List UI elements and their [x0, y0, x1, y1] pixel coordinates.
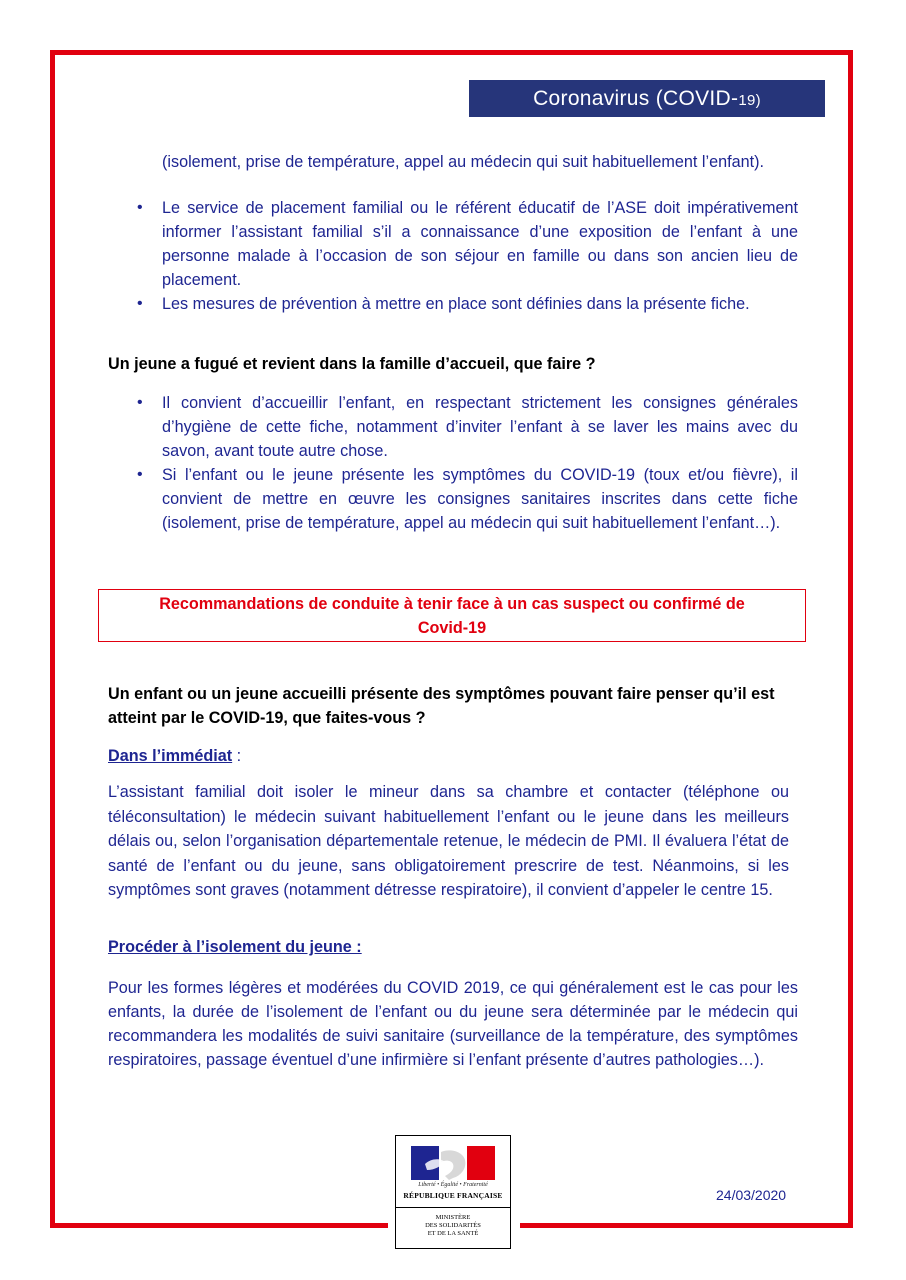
bullet-icon: • — [137, 199, 143, 216]
logo-republic: RÉPUBLIQUE FRANÇAISE — [403, 1191, 503, 1200]
immediate-colon: : — [232, 747, 242, 765]
recommendations-line2: Covid-19 — [417, 619, 487, 637]
logo-divider — [396, 1207, 510, 1208]
bullet-text: Si l’enfant ou le jeune présente les symptômes du COVID-19 (toux et/ou fièvre), il convient de mettre en œuvre les consignes sanitaires inscrites dans cette fiche (isolement, prise de température, appel au médecin qui suit habituellement l’enfant…). — [162, 466, 798, 532]
isolation-text: Pour les formes légères et modérées du COVID 2019, ce qui généralement est le cas pour les enfants, la durée de l’isolement de l’enfant ou du jeune sera déterminée par le médecin qui recommandera les modalités de suivi sanitaire (surveillance de la température, des symptômes respiratoires, passage éventuel d’une infirmière si l’enfant présente d’autres pathologies…). — [108, 979, 798, 1069]
list-item — [137, 292, 798, 316]
republique-francaise-logo — [395, 1135, 511, 1249]
bullet-text: Il convient d’accueillir l’enfant, en respectant strictement les consignes générales d’hygiène de cette fiche, notamment d’inviter l’enfant à se laver les mains avec du savon, avant toute autre chose. — [162, 394, 798, 460]
question-symptoms: Un enfant ou un jeune accueilli présente des symptômes pouvant faire penser qu’il est atteint par le COVID-19, que faites-vous ? — [108, 685, 775, 727]
marianne-flag-icon — [411, 1146, 495, 1180]
question-fugue: Un jeune a fugué et revient dans la famille d’accueil, que faire ? — [108, 355, 596, 373]
list-item — [137, 463, 798, 535]
recommendations-box — [98, 589, 806, 642]
immediate-text: L’assistant familial doit isoler le mineur dans sa chambre et contacter (téléphone ou téléconsultation) le médecin suivant habituellement l’enfant ou le jeune dans les meilleurs délais ou, selon l’organisation départementale retenue, le médecin de PMI. Il évaluera l’état de santé de l’enfant ou du jeune, sans obligatoirement prescrire de test. Néanmoins, si les symptômes sont graves (notamment détresse respiratoire), il convient d’appeler le centre 15. — [108, 783, 789, 900]
bullet-list-2 — [137, 391, 798, 535]
recommendations-line1: Recommandations de conduite à tenir face à un cas suspect ou confirmé de — [159, 595, 745, 613]
header-title-main: Coronavirus (COVID- — [533, 87, 739, 110]
logo-ministry-line1: MINISTÈRE — [435, 1214, 471, 1221]
bullet-icon: • — [137, 466, 143, 483]
immediate-heading: Dans l’immédiat — [108, 747, 233, 765]
document-date: 24/03/2020 — [716, 1187, 787, 1203]
logo-motto: Liberté • Égalité • Fraternité — [418, 1182, 488, 1188]
isolation-heading: Procéder à l’isolement du jeune : — [108, 938, 362, 956]
header-title-small: 19) — [738, 92, 761, 109]
continuation-text: (isolement, prise de température, appel au médecin qui suit habituellement l’enfant). — [162, 153, 764, 171]
list-item — [137, 196, 798, 292]
immediate-heading-row — [108, 744, 241, 768]
header-banner — [469, 80, 825, 117]
bullet-icon: • — [137, 394, 143, 411]
bullet-list-1 — [137, 196, 798, 316]
list-item — [137, 391, 798, 463]
bullet-text: Le service de placement familial ou le référent éducatif de l’ASE doit impérativement informer l’assistant familial s’il a connaissance d’une exposition de l’enfant à une personne malade à l’occasion de son séjour en famille ou dans son ancien lieu de placement. — [162, 199, 798, 289]
bullet-text: Les mesures de prévention à mettre en place sont définies dans la présente fiche. — [162, 295, 750, 313]
logo-ministry — [396, 1214, 510, 1238]
logo-ministry-line3: ET DE LA SANTÉ — [427, 1230, 479, 1237]
bullet-icon: • — [137, 295, 143, 312]
logo-ministry-line2: DES SOLIDARITÉS — [425, 1222, 481, 1229]
